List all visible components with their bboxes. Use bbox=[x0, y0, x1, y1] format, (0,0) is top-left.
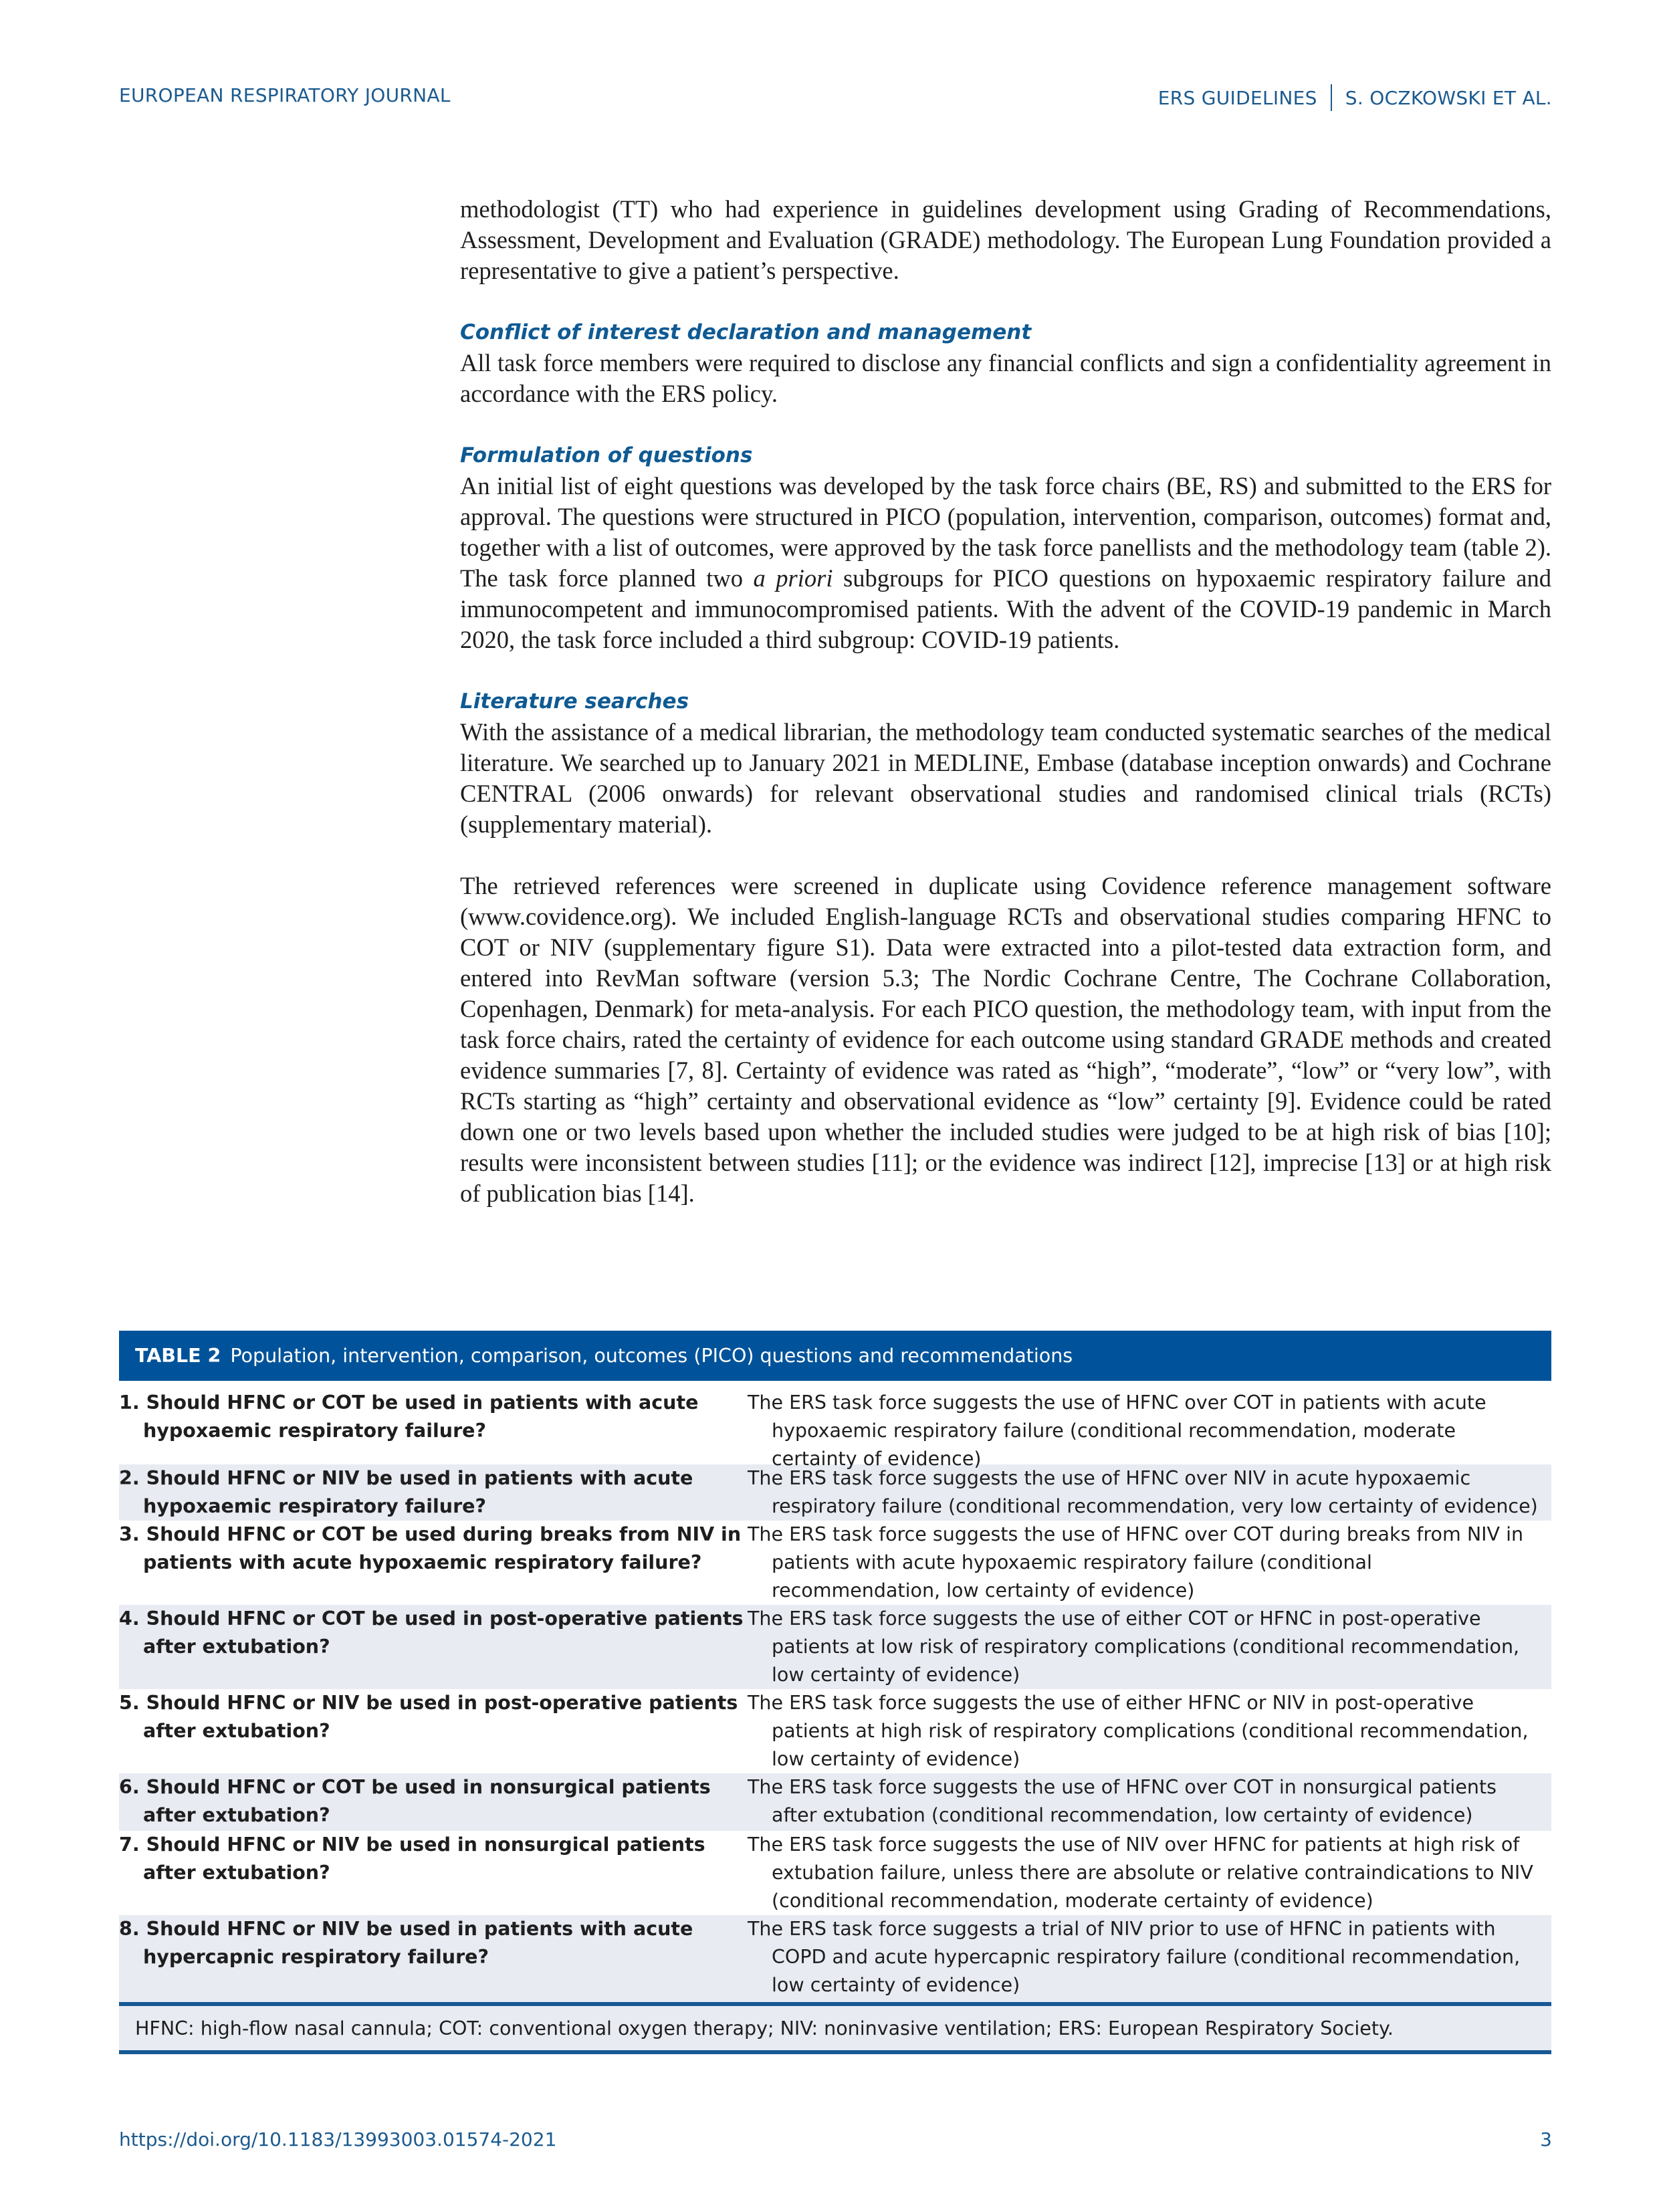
table-row bbox=[119, 1389, 1551, 1470]
section-heading-literature: Literature searches bbox=[460, 689, 689, 713]
table-footnote: HFNC: high-flow nasal cannula; COT: conventional oxygen therapy; NIV: noninvasive ventilation; ERS: European Respiratory Society. bbox=[119, 2002, 1551, 2054]
running-header-journal: EUROPEAN RESPIRATORY JOURNAL bbox=[119, 84, 451, 106]
recommendation-cell: The ERS task force suggests the use of HFNC over COT during breaks from NIV in patients with acute hypoxaemic respiratory failure (conditional recommendation, low certainty of evidence) bbox=[748, 1523, 1524, 1601]
paragraph-conflict: All task force members were required to disclose any financial conflicts and sign a confidentiality agreement in accordance with the ERS policy. bbox=[460, 349, 1551, 407]
recommendation-cell: The ERS task force suggests the use of HFNC over NIV in acute hypoxaemic respiratory failure (conditional recommendation, very low certainty of evidence) bbox=[748, 1467, 1538, 1517]
table-row bbox=[119, 1521, 1551, 1605]
recommendation-cell: The ERS task force suggests the use of HFNC over COT in nonsurgical patients after extubation (conditional recommendation, low certainty of evidence) bbox=[748, 1776, 1497, 1826]
table-title: Population, intervention, comparison, outcomes (PICO) questions and recommendations bbox=[230, 1345, 1073, 1367]
paragraph-text: subgroups for PICO questions on hypoxaemic respiratory failure and immunocompetent and immunocompromised patients. With the advent of the COVID-19 pandemic in March 2020, the task force included a third subgroup: COVID-19 patients. bbox=[460, 564, 1551, 653]
table-label: TABLE 2 bbox=[135, 1345, 221, 1367]
table-row bbox=[119, 1831, 1551, 1915]
pico-table bbox=[119, 1331, 1551, 2054]
recommendation-cell: The ERS task force suggests the use of HFNC over COT in patients with acute hypoxaemic respiratory failure (conditional recommendation, moderate certainty of evidence) bbox=[748, 1392, 1486, 1470]
question-cell: 2. Should HFNC or NIV be used in patients with acute hypoxaemic respiratory failure? bbox=[119, 1467, 693, 1517]
table-row bbox=[119, 1689, 1551, 1773]
running-header-section: ERS GUIDELINES bbox=[1157, 86, 1317, 109]
running-header-authors: S. OCZKOWSKI ET AL. bbox=[1345, 86, 1552, 109]
table-row bbox=[119, 1915, 1551, 2002]
question-cell: 1. Should HFNC or COT be used in patients with acute hypoxaemic respiratory failure? bbox=[119, 1392, 699, 1442]
header-divider bbox=[1331, 84, 1332, 111]
paragraph-text: An initial list of eight questions was developed by the task force chairs (BE, RS) and submitted to the ERS for approval. The questions were structured in PICO (population, intervention, comparison, outcomes) format and, together with a list of outcomes, were approved by the task force panellists and the methodology team (table 2). The task force planned two bbox=[460, 472, 1551, 592]
recommendation-cell: The ERS task force suggests a trial of NIV prior to use of HFNC in patients with COPD and acute hypercapnic respiratory failure (conditional recommendation, low certainty of evidence) bbox=[748, 1918, 1521, 1996]
section-heading-formulation: Formulation of questions bbox=[460, 443, 753, 467]
recommendation-cell: The ERS task force suggests the use of NIV over HFNC for patients at high risk of extubation failure, unless there are absolute or relative contraindications to NIV (conditional recommendation, moderate certainty of evidence) bbox=[748, 1834, 1533, 1912]
question-cell: 7. Should HFNC or NIV be used in nonsurgical patients after extubation? bbox=[119, 1834, 705, 1884]
question-cell: 3. Should HFNC or COT be used during breaks from NIV in patients with acute hypoxaemic respiratory failure? bbox=[119, 1523, 742, 1573]
question-cell: 5. Should HFNC or NIV be used in post-operative patients after extubation? bbox=[119, 1692, 738, 1742]
section-heading-conflict: Conflict of interest declaration and management bbox=[460, 320, 1032, 344]
page-number: 3 bbox=[1540, 2128, 1552, 2150]
paragraph-literature-2: The retrieved references were screened in duplicate using Covidence reference management software (www.covidence.org). We included English-language RCTs and observational studies comparing HFNC to COT or NIV (supplementary figure S1). Data were extracted into a pilot-tested data extraction form, and entered into RevMan software (version 5.3; The Nordic Cochrane Centre, The Cochrane Collaboration, Copenhagen, Denmark) for meta-analysis. For each PICO question, the methodology team, with input from the task force chairs, rated the certainty of evidence for each outcome using standard GRADE methods and created evidence summaries [7, 8]. Certainty of evidence was rated as “high”, “moderate”, “low” or “very low”, with RCTs starting as “high” certainty and observational evidence as “low” certainty [9]. Evidence could be rated down one or two levels based upon whether the included studies were judged to be at high risk of bias [10]; results were inconsistent between studies [11]; or the evidence was indirect [12], imprecise [13] or at high risk of publication bias [14]. bbox=[460, 872, 1551, 1207]
intro-paragraph: methodologist (TT) who had experience in guidelines development using Grading of Recommendations, Assessment, Development and Evaluation (GRADE) methodology. The European Lung Foundation provided a representative to give a patient’s perspective. bbox=[460, 195, 1551, 284]
question-cell: 4. Should HFNC or COT be used in post-operative patients after extubation? bbox=[119, 1608, 744, 1658]
question-cell: 6. Should HFNC or COT be used in nonsurgical patients after extubation? bbox=[119, 1776, 711, 1826]
paragraph-formulation bbox=[460, 471, 1551, 655]
table-caption bbox=[119, 1331, 1551, 1381]
table-row bbox=[119, 1773, 1551, 1831]
recommendation-cell: The ERS task force suggests the use of either HFNC or NIV in post-operative patients at high risk of respiratory complications (conditional recommendation, low certainty of evidence) bbox=[748, 1692, 1529, 1770]
running-header-right bbox=[1158, 84, 1552, 111]
table-row bbox=[119, 1605, 1551, 1689]
table-row bbox=[119, 1464, 1551, 1521]
body-column bbox=[460, 194, 1551, 1209]
question-cell: 8. Should HFNC or NIV be used in patients with acute hypercapnic respiratory failure? bbox=[119, 1918, 693, 1968]
recommendation-cell: The ERS task force suggests the use of either COT or HFNC in post-operative patients at low risk of respiratory complications (conditional recommendation, low certainty of evidence) bbox=[748, 1608, 1520, 1686]
doi-link[interactable]: https://doi.org/10.1183/13993003.01574-2021 bbox=[119, 2128, 557, 2150]
paragraph-literature-1: With the assistance of a medical librarian, the methodology team conducted systematic searches of the medical literature. We searched up to January 2021 in MEDLINE, Embase (database inception onwards) and Cochrane CENTRAL (2006 onwards) for relevant observational studies and randomised clinical trials (RCTs) (supplementary material). bbox=[460, 718, 1551, 838]
italic-term: a priori bbox=[753, 564, 833, 592]
